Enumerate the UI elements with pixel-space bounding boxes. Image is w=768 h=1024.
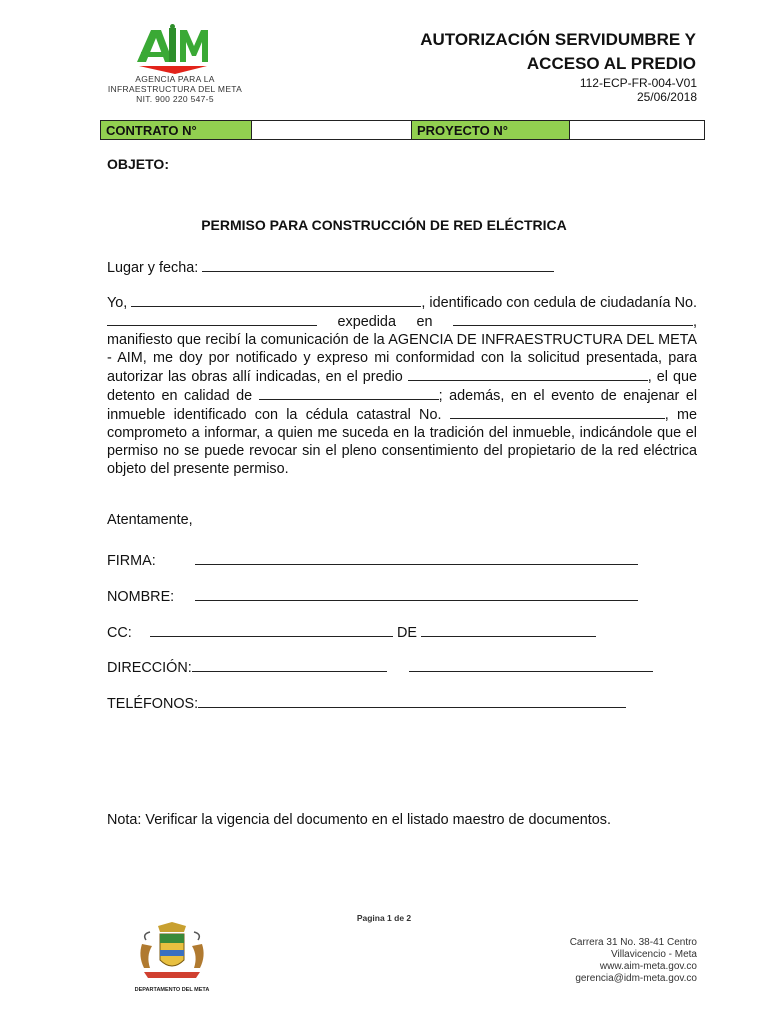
direccion-row [107, 658, 653, 676]
name-blank[interactable] [131, 293, 421, 307]
calidad-blank[interactable] [259, 386, 439, 400]
lugar-fecha-blank[interactable] [202, 258, 554, 272]
address-line2: Villavicencio - Meta [611, 949, 697, 960]
contrato-label: CONTRATO N° [101, 121, 252, 140]
paragraph-comprometo: , me comprometo a informar, a quien me suceda en la tradición del inmueble, indicándole que el permiso no se puede revocar sin el pleno consentimiento del propietario de la red eléctrica objeto del presente permiso. [107, 407, 697, 477]
logo-line1: AGENCIA PARA LA [135, 74, 215, 84]
expedida-blank[interactable] [453, 312, 693, 326]
paragraph-ademas: ; además, en el evento de enajenar el inmueble identificado con la cédula catastral No. [107, 388, 698, 423]
id-number-blank[interactable] [107, 312, 317, 326]
paragraph-identificado: , identificado con cedula de ciudadanía No. [421, 295, 698, 311]
department-crest [130, 922, 214, 994]
document-title [420, 28, 696, 76]
lugar-fecha-line [107, 258, 697, 277]
nombre-row [107, 587, 638, 605]
website-link[interactable]: www.aim-meta.gov.co [599, 961, 697, 972]
cedula-catastral-blank[interactable] [450, 405, 665, 419]
document-date: 25/06/2018 [636, 90, 697, 104]
aim-logo-mark [133, 24, 213, 76]
nombre-label: NOMBRE: [107, 589, 175, 605]
page-number: Pagina 1 de 2 [356, 913, 412, 923]
de-blank[interactable] [421, 623, 596, 637]
contract-table [100, 120, 705, 140]
paragraph-yo: Yo, [107, 295, 128, 311]
proyecto-label: PROYECTO N° [412, 121, 570, 140]
contrato-field[interactable] [252, 121, 412, 140]
objeto-label: OBJETO: [107, 156, 169, 172]
paragraph-manifiesto: , manifiesto que recibí la comunicación de la AGENCIA DE INFRAESTRUCTURA DEL META - AIM, me doy por notificado y expreso mi conformidad con la solicitud presentada, para autorizar las obras allí indicadas, en el predio [107, 314, 698, 385]
logo-nit: NIT. 900 220 547-5 [136, 94, 214, 104]
direccion-blank-2[interactable] [409, 658, 653, 672]
aim-logo [100, 24, 250, 110]
predio-blank[interactable] [408, 367, 648, 381]
crest-label: DEPARTAMENTO DEL META [134, 987, 210, 993]
direccion-label: DIRECCIÓN: [107, 660, 192, 676]
direccion-blank[interactable] [192, 658, 387, 672]
document-code-block [580, 76, 697, 104]
proyecto-field[interactable] [570, 121, 705, 140]
paragraph-detento: , el que detento en calidad de [107, 369, 697, 404]
title-line2: ACCESO AL PREDIO [526, 54, 696, 73]
telefonos-blank[interactable] [198, 694, 626, 708]
address-line1: Carrera 31 No. 38-41 Centro [569, 937, 697, 948]
authorization-paragraph [107, 293, 697, 478]
lugar-fecha-label: Lugar y fecha: [107, 260, 199, 276]
firma-row [107, 551, 638, 569]
cc-blank[interactable] [150, 623, 393, 637]
cc-row [107, 623, 596, 641]
de-label: DE [397, 625, 417, 641]
crest-icon [130, 922, 214, 984]
nombre-blank[interactable] [195, 587, 638, 601]
telefonos-label: TELÉFONOS: [107, 696, 199, 712]
section-heading: PERMISO PARA CONSTRUCCIÓN DE RED ELÉCTRICA [201, 217, 567, 233]
note: Nota: Verificar la vigencia del documento en el listado maestro de documentos. [107, 812, 611, 828]
telefonos-row [107, 694, 626, 712]
logo-line2: INFRAESTRUCTURA DEL META [107, 84, 243, 94]
footer-address [570, 937, 697, 985]
firma-blank[interactable] [195, 551, 638, 565]
document-code: 112-ECP-FR-004-V01 [579, 76, 697, 90]
firma-label: FIRMA: [107, 553, 156, 569]
title-line1: AUTORIZACIÓN SERVIDUMBRE Y [420, 30, 696, 49]
email-link[interactable]: gerencia@idm-meta.gov.co [575, 973, 697, 984]
cc-label: CC: [107, 625, 132, 641]
paragraph-expedida: expedida en [337, 314, 433, 330]
closing: Atentamente, [107, 512, 193, 528]
